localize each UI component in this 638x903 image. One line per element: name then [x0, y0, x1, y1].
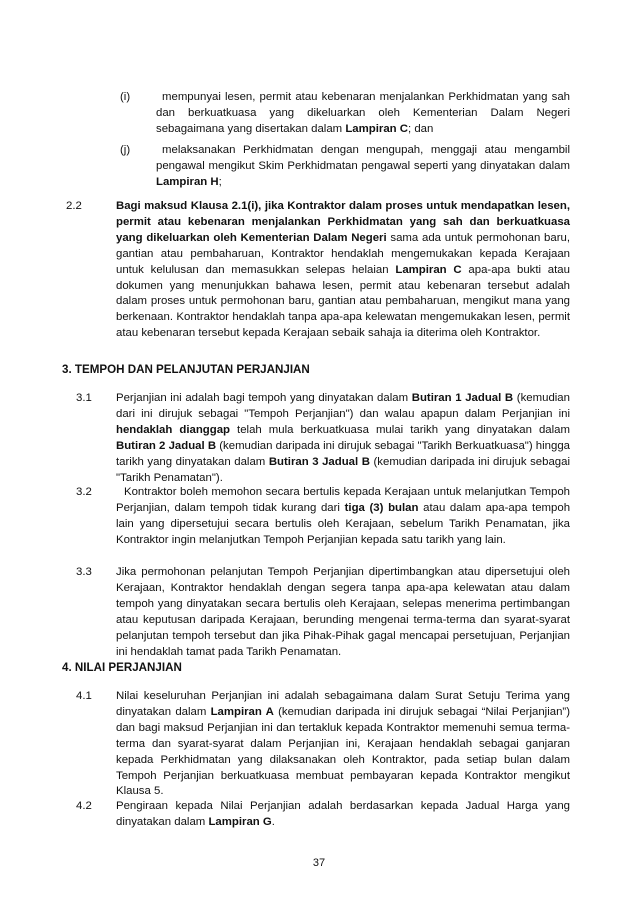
clause-2-2-text: Bagi maksud Klausa 2.1(i), jika Kontraktor dalam proses untuk mendapatkan lesen, permit atau kebenaran menjalankan Perkhidmatan yang sah dan berkuatkuasa yang dikeluarkan oleh Kementerian Dalam Negeri sama ada untuk permohonan baru, gantian atau pembaharuan, Kontraktor hendaklah mengemukakan kepada Kerajaan untuk kelulusan dan memasukkan selepas helaian Lampiran C apa-apa bukti atau dokumen yang menunjukkan bahawa lesen, permit atau kebenaran tersebut adalah dalam proses untuk permohonan baru, gantian atau pembaharuan, mengikut mana yang berkenaan. Kontraktor hendaklah tanpa apa-apa kelewatan mengemukakan lesen, permit atau kebenaran tersebut kepada Kerajaan sebaik sahaja ia diterima oleh Kontraktor.: [116, 200, 571, 340]
clause-3-1-number: 3.1: [76, 392, 92, 404]
section-3-heading: 3. TEMPOH DAN PELANJUTAN PERJANJIAN: [62, 363, 310, 376]
clause-3-3-number: 3.3: [76, 566, 92, 578]
clause-2-2-number: 2.2: [66, 200, 82, 212]
item-i-marker: (i): [120, 91, 131, 103]
section-4-heading: 4. NILAI PERJANJIAN: [62, 661, 182, 674]
item-j-text: melaksanakan Perkhidmatan dengan mengupah, menggaji atau mengambil pengawal mengikut Skim Perkhidmatan pengawal seperti yang dinyatakan dalam Lampiran H;: [156, 144, 570, 188]
clause-4-1-text: Nilai keseluruhan Perjanjian ini adalah sebagaimana dalam Surat Setuju Terima yang dinyatakan dalam Lampiran A (kemudian daripada ini dirujuk sebagai “Nilai Perjanjian”) dan bagi maksud Perjanjian ini dan tertakluk kepada Kontraktor memenuhi semua terma-terma dan syarat-syarat dalam Perjanjian ini, Kerajaan hendaklah sebagai ganjaran kepada Perkhidmatan yang dilaksanakan oleh Kontraktor, pada setiap bulan dalam Tempoh Perjanjian berkuatkuasa membuat pembayaran kepada Kontraktor mengikut Klausa 5.: [116, 690, 570, 798]
clause-3-3-text: Jika permohonan pelanjutan Tempoh Perjanjian dipertimbangkan atau dipersetujui oleh Kerajaan, Kontraktor hendaklah dengan segera tanpa apa-apa kelewatan atau dalam tempoh yang dinyatakan secara bertulis oleh Kerajaan, selepas menerima pertimbangan atau keputusan daripada Kerajaan, berunding mengenai terma-terma dan syarat-syarat pelanjutan tempoh tersebut dan jika Pihak-Pihak gagal mencapai persetujuan, Perjanjian ini hendaklah tamat pada Tarikh Penamatan.: [116, 566, 570, 658]
page-number: 37: [312, 857, 326, 869]
clause-4-2-text: Pengiraan kepada Nilai Perjanjian adalah berdasarkan kepada Jadual Harga yang dinyatakan dalam Lampiran G.: [116, 800, 570, 828]
clause-3-2-text: Kontraktor boleh memohon secara bertulis kepada Kerajaan untuk melanjutkan Tempoh Perjanjian, dalam tempoh tidak kurang dari tiga (3) bulan atau dalam apa-apa tempoh lain yang dipersetujui secara bertulis oleh Kerajaan, sebelum Tarikh Penamatan, jika Kontraktor ingin melanjutkan Tempoh Perjanjian kepada satu tarikh yang lain.: [116, 486, 571, 546]
clause-3-1-text: Perjanjian ini adalah bagi tempoh yang dinyatakan dalam Butiran 1 Jadual B (kemudian dari ini dirujuk sebagai "Tempoh Perjanjian") dan walau apapun dalam Perjanjian ini hendaklah dianggap telah mula berkuatkuasa mulai tarikh yang dinyatakan dalam Butiran 2 Jadual B (kemudian daripada ini dirujuk sebagai "Tarikh Berkuatkuasa") hingga tarikh yang dinyatakan dalam Butiran 3 Jadual B (kemudian daripada ini dirujuk sebagai "Tarikh Penamatan").: [116, 392, 571, 484]
clause-4-1-number: 4.1: [76, 690, 92, 702]
clause-4-2-number: 4.2: [76, 800, 92, 812]
item-j-marker: (j): [120, 144, 131, 156]
item-i-text: mempunyai lesen, permit atau kebenaran menjalankan Perkhidmatan yang sah dan berkuatkuasa yang dikeluarkan oleh Kementerian Dalam Negeri sebagaimana yang disertakan dalam Lampiran C; dan: [156, 91, 570, 135]
clause-3-2-number: 3.2: [76, 486, 92, 498]
